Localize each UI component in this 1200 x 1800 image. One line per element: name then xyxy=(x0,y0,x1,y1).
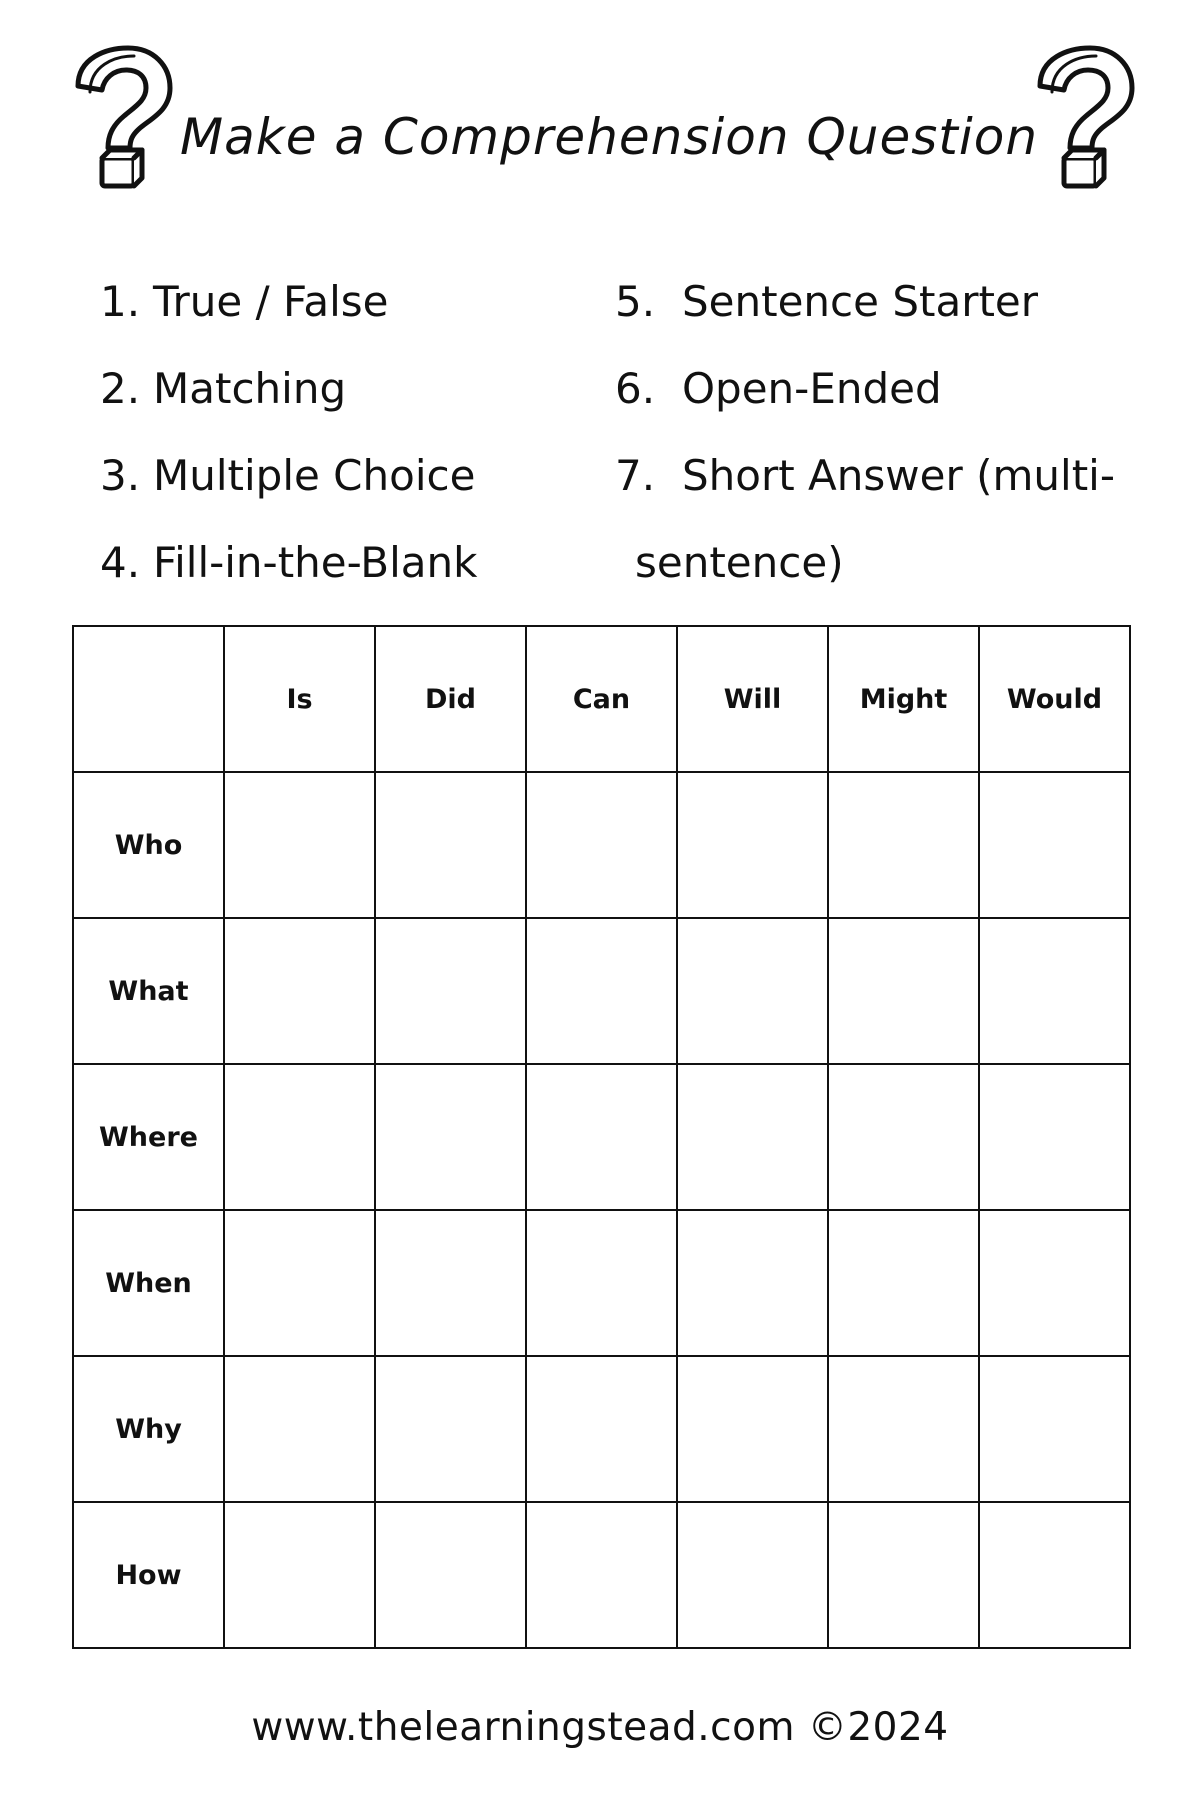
list-item-label: Short Answer (multi- xyxy=(682,451,1115,500)
grid-row xyxy=(73,1064,1130,1210)
question-mark-icon xyxy=(1030,44,1135,194)
grid-cell xyxy=(979,1502,1130,1648)
grid-cell xyxy=(526,1210,677,1356)
grid-cell xyxy=(979,918,1130,1064)
grid-cell xyxy=(979,772,1130,918)
question-mark-icon xyxy=(68,44,173,194)
grid-cell xyxy=(828,1210,979,1356)
grid-cell xyxy=(375,918,526,1064)
list-item xyxy=(100,432,600,519)
row-header: When xyxy=(73,1210,224,1356)
grid-row xyxy=(73,1356,1130,1502)
column-header: Will xyxy=(677,626,828,772)
grid-cell xyxy=(224,772,375,918)
grid-cell xyxy=(526,1502,677,1648)
list-item-label: Matching xyxy=(153,364,347,413)
grid-cell xyxy=(677,918,828,1064)
list-item xyxy=(615,432,1120,519)
row-header: How xyxy=(73,1502,224,1648)
grid-header-row xyxy=(73,626,1130,772)
question-types-right-column xyxy=(615,258,1120,606)
grid-cell xyxy=(375,1356,526,1502)
grid-cell xyxy=(979,1356,1130,1502)
row-header: Who xyxy=(73,772,224,918)
list-number: 5. xyxy=(615,277,656,326)
list-item-label: Open-Ended xyxy=(682,364,942,413)
grid-cell xyxy=(375,1064,526,1210)
list-item-label: Fill-in-the-Blank xyxy=(153,538,478,587)
grid-row xyxy=(73,1210,1130,1356)
list-item xyxy=(615,345,1120,432)
list-number: 2. xyxy=(100,364,141,413)
grid-row xyxy=(73,918,1130,1064)
grid-row xyxy=(73,1502,1130,1648)
grid-cell xyxy=(677,1502,828,1648)
grid-row xyxy=(73,772,1130,918)
grid-cell xyxy=(828,1502,979,1648)
question-types-left-column xyxy=(100,258,600,606)
row-header: Why xyxy=(73,1356,224,1502)
grid-cell xyxy=(828,1064,979,1210)
grid-cell xyxy=(526,918,677,1064)
grid-cell xyxy=(828,772,979,918)
list-item xyxy=(615,258,1120,345)
list-item xyxy=(100,345,600,432)
grid-cell xyxy=(677,1356,828,1502)
grid-cell xyxy=(677,772,828,918)
grid-cell xyxy=(375,1502,526,1648)
footer-text: www.thelearningstead.com ©2024 xyxy=(251,1705,949,1750)
grid-cell xyxy=(224,918,375,1064)
grid-cell xyxy=(375,1210,526,1356)
list-item xyxy=(100,258,600,345)
list-item-label: True / False xyxy=(153,277,389,326)
column-header: Can xyxy=(526,626,677,772)
column-header: Did xyxy=(375,626,526,772)
list-item-label: Multiple Choice xyxy=(153,451,476,500)
column-header: Would xyxy=(979,626,1130,772)
grid-cell xyxy=(979,1210,1130,1356)
grid-cell xyxy=(677,1210,828,1356)
list-number: 6. xyxy=(615,364,656,413)
list-number: 3. xyxy=(100,451,141,500)
page-title: Make a Comprehension Question xyxy=(180,108,1039,166)
question-types-list xyxy=(100,258,1120,588)
grid-cell xyxy=(526,1356,677,1502)
list-item xyxy=(100,519,600,606)
grid-cell xyxy=(677,1064,828,1210)
list-number: 7. xyxy=(615,451,656,500)
list-number: 1. xyxy=(100,277,141,326)
row-header: What xyxy=(73,918,224,1064)
grid-cell xyxy=(979,1064,1130,1210)
list-item-continuation: sentence) xyxy=(635,538,844,587)
column-header: Is xyxy=(224,626,375,772)
grid-cell xyxy=(828,1356,979,1502)
list-number: 4. xyxy=(100,538,141,587)
grid-cell xyxy=(224,1064,375,1210)
grid-cell xyxy=(828,918,979,1064)
grid-cell xyxy=(224,1210,375,1356)
grid-cell xyxy=(526,1064,677,1210)
grid-cell xyxy=(224,1502,375,1648)
grid-corner-cell xyxy=(73,626,224,772)
list-item-label: Sentence Starter xyxy=(682,277,1039,326)
question-grid xyxy=(72,625,1131,1649)
grid-cell xyxy=(224,1356,375,1502)
grid-cell xyxy=(375,772,526,918)
grid-cell xyxy=(526,772,677,918)
row-header: Where xyxy=(73,1064,224,1210)
column-header: Might xyxy=(828,626,979,772)
